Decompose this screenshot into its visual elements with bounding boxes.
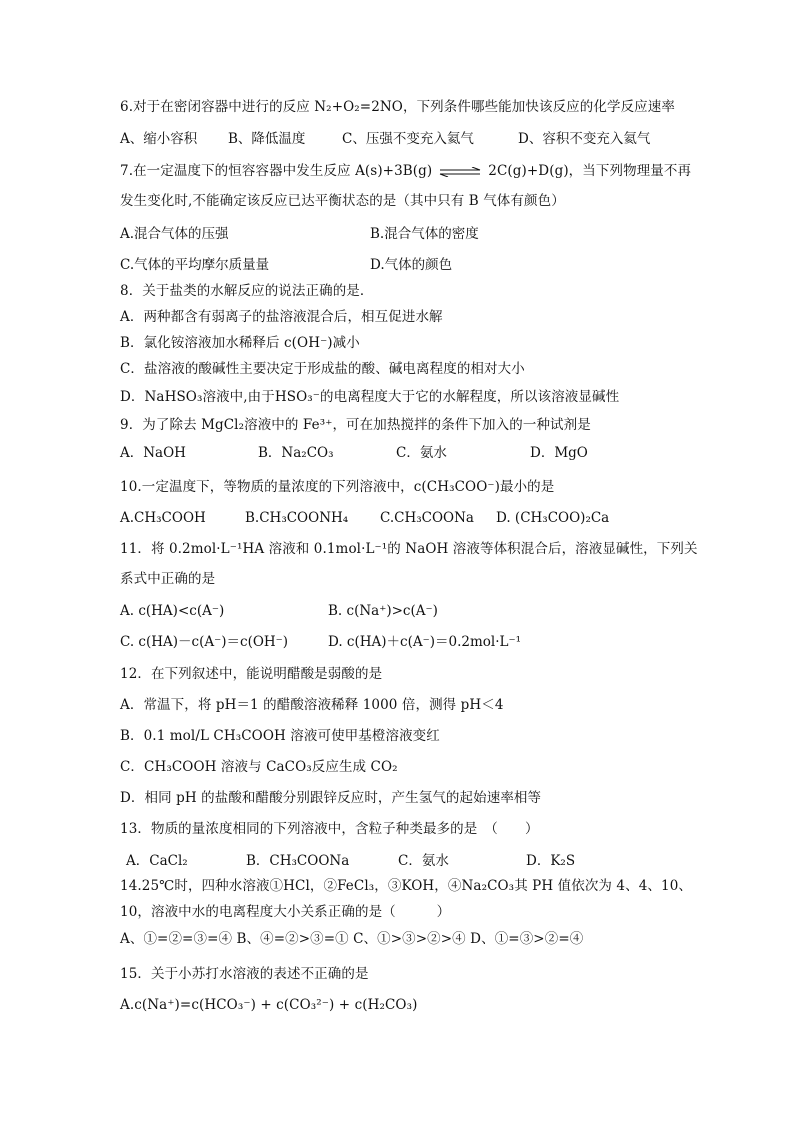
q13-option-a: A．CaCl₂ [126,853,188,869]
q10-option-a: A.CH₃COOH [120,510,206,526]
q6-option-c: C、压强不变充入氦气 [342,131,474,147]
q14-options: A、①=②=③=④ B、④=②>③=① C、①>③>②>④ D、①=③>②=④ [120,931,584,947]
q12-option-a: A．常温下，将 pH＝1 的醋酸溶液稀释 1000 倍，测得 pH＜4 [120,697,504,713]
q8-option-b: B．氯化铵溶液加水稀释后 c(OH⁻)减小 [120,335,360,351]
q12-option-d: D．相同 pH 的盐酸和醋酸分别跟锌反应时，产生氢气的起始速率相等 [120,790,542,806]
q8-stem: 8．关于盐类的水解反应的说法正确的是． [120,283,374,299]
q13-option-b: B．CH₃COONa [246,853,350,869]
q6-option-a: A、缩小容积 [120,131,198,147]
q13-option-d: D．K₂S [526,853,576,869]
q9-option-c: C．氨水 [396,445,447,461]
q11-stem: 11．将 0.2mol·L⁻¹HA 溶液和 0.1mol·L⁻¹的 NaOH 溶液等体积混合后，溶液显碱性，下列关 [120,541,698,557]
q10-option-b: B.CH₃COONH₄ [245,510,349,526]
q13-option-c: C．氨水 [398,853,449,869]
q10-stem: 10.一定温度下，等物质的量浓度的下列溶液中，c(CH₃COO⁻)最小的是 [120,479,555,495]
q11-option-c: C. c(HA)－c(A⁻)＝c(OH⁻) [120,634,289,650]
q6-option-b: B、降低温度 [228,131,306,147]
q10-option-c: C.CH₃COONa [380,510,474,526]
equilibrium-arrow-icon [438,167,482,177]
q10-option-d: D. (CH₃COO)₂Ca [496,510,610,526]
q11-stem-line2: 系式中正确的是 [120,571,216,587]
q6-stem: 6.对于在密闭容器中进行的反应 N₂+O₂=2NO，下列条件哪些能加快该反应的化学反应速率 [120,99,675,115]
q8-option-d: D．NaHSO₃溶液中,由于HSO₃⁻的电离程度大于它的水解程度，所以该溶液显碱性 [120,389,620,405]
q8-option-c: C．盐溶液的酸碱性主要决定于形成盐的酸、碱电离程度的相对大小 [120,361,525,377]
q9-option-d: D．MgO [530,445,588,461]
q7-option-c: C.气体的平均摩尔质量量 [120,257,270,273]
q8-option-a: A．两种都含有弱离子的盐溶液混合后，相互促进水解 [120,309,443,325]
q11-option-a: A. c(HA)<c(A⁻) [120,603,225,619]
q6-option-d: D、容积不变充入氦气 [518,131,651,147]
q7-option-a: A.混合气体的压强 [120,226,229,242]
q9-stem: 9．为了除去 MgCl₂溶液中的 Fe³⁺，可在加热搅拌的条件下加入的一种试剂是 [120,417,591,433]
q14-stem: 14.25℃时，四种水溶液①HCl，②FeCl₃，③KOH，④Na₂CO₃其 PH 值依次为 4、4、10、 [120,878,692,894]
q14-stem-line2: 10，溶液中水的电离程度大小关系正确的是（ ） [120,904,451,920]
q7-option-b: B.混合气体的密度 [370,226,479,242]
q13-stem: 13．物质的量浓度相同的下列溶液中，含粒子种类最多的是 （ ） [120,821,539,837]
q15-stem: 15．关于小苏打水溶液的表述不正确的是 [120,966,369,982]
q7-stem-part2: 2C(g)+D(g)，当下列物理量不再 [488,163,692,179]
q12-option-b: B．0.1 mol/L CH₃COOH 溶液可使甲基橙溶液变红 [120,728,440,744]
q11-option-b: B. c(Na⁺)>c(A⁻) [328,603,438,619]
q7-stem [120,162,704,180]
q7-option-d: D.气体的颜色 [370,257,453,273]
q12-option-c: C．CH₃COOH 溶液与 CaCO₃反应生成 CO₂ [120,759,398,775]
q15-option-a: A.c(Na⁺)=c(HCO₃⁻) + c(CO₃²⁻) + c(H₂CO₃) [120,997,418,1013]
q7-stem-line2: 发生变化时,不能确定该反应已达平衡状态的是（其中只有 B 气体有颜色） [120,193,565,209]
q11-option-d: D. c(HA)＋c(A⁻)＝0.2mol·L⁻¹ [328,634,522,650]
q7-stem-part1: 7.在一定温度下的恒容容器中发生反应 A(s)+3B(g) [120,163,433,179]
q9-option-b: B．Na₂CO₃ [258,445,334,461]
q9-option-a: A．NaOH [120,445,186,461]
q12-stem: 12．在下列叙述中，能说明醋酸是弱酸的是 [120,666,383,682]
